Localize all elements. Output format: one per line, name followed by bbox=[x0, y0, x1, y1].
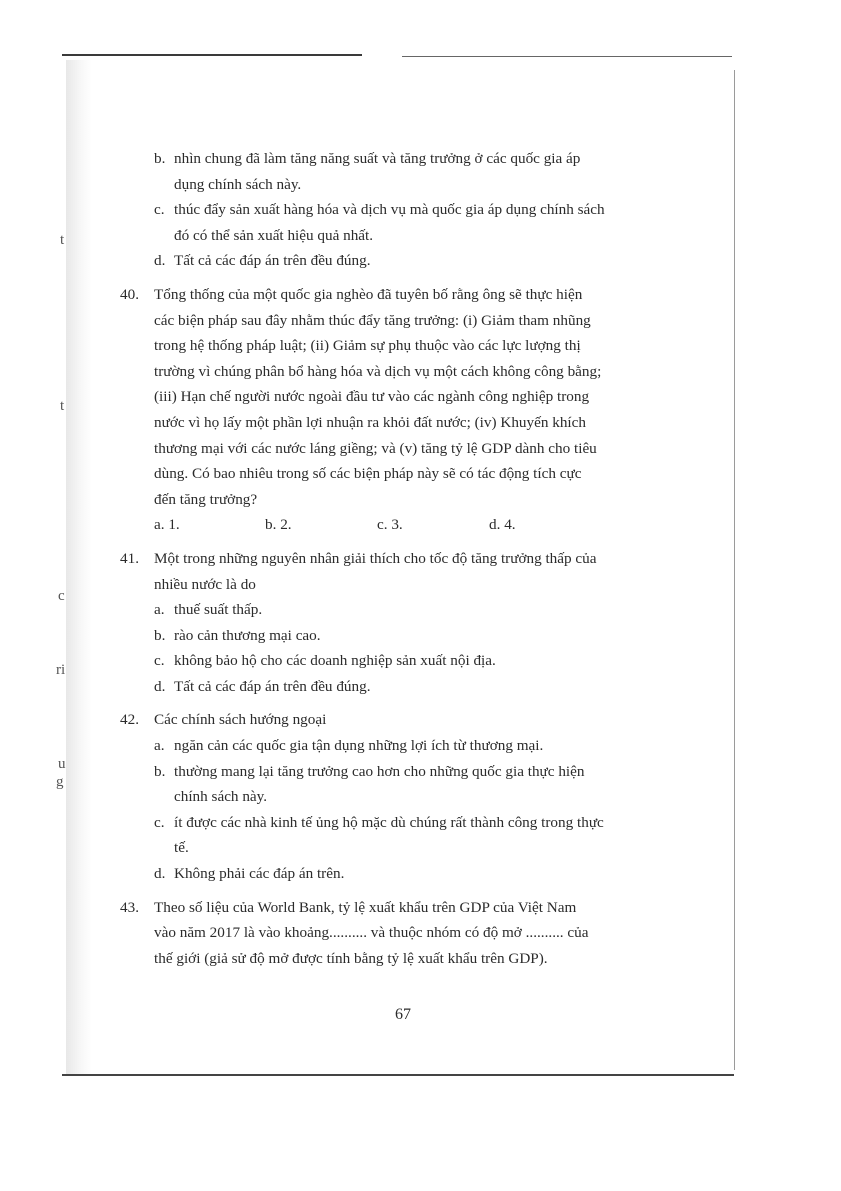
option-line bbox=[120, 759, 692, 785]
question-line bbox=[120, 546, 692, 572]
question-text: trường vì chúng phân bổ hàng hóa và dịch vụ một cách không công bằng; bbox=[154, 362, 602, 380]
margin-letter: t bbox=[60, 232, 65, 248]
option-text-cont: chính sách này. bbox=[174, 788, 268, 806]
question-text: thế giới (giả sử độ mở được tính bằng tỷ lệ xuất khẩu trên GDP). bbox=[154, 949, 548, 967]
question-text: thương mại với các nước láng giềng; và (v) tăng tỷ lệ GDP dành cho tiêu bbox=[154, 439, 597, 457]
option-line bbox=[120, 146, 692, 172]
question-text: Tổng thống của một quốc gia nghèo đã tuyên bố rằng ông sẽ thực hiện bbox=[154, 285, 583, 303]
question-text: đến tăng trưởng? bbox=[154, 490, 258, 508]
question-number: 41. bbox=[120, 549, 139, 567]
margin-letter: u bbox=[58, 756, 66, 772]
question-text: vào năm 2017 là vào khoảng.......... và thuộc nhóm có độ mở .......... của bbox=[154, 924, 589, 942]
question-text: trong hệ thống pháp luật; (ii) Giảm sự phụ thuộc vào các lực lượng thị bbox=[154, 337, 581, 355]
option-label: a. bbox=[154, 737, 165, 755]
option-text: thúc đẩy sản xuất hàng hóa và dịch vụ mà quốc gia áp dụng chính sách bbox=[174, 201, 605, 219]
option-text-cont: tế. bbox=[174, 839, 189, 857]
option-text-cont: đó có thể sản xuất hiệu quả nhất. bbox=[174, 226, 374, 244]
answer-row bbox=[120, 512, 692, 538]
question-40 bbox=[120, 282, 692, 538]
question-text: Một trong những nguyên nhân giải thích cho tốc độ tăng trưởng thấp của bbox=[154, 549, 597, 567]
question-text: Theo số liệu của World Bank, tỷ lệ xuất khẩu trên GDP của Việt Nam bbox=[154, 898, 577, 916]
margin-letters bbox=[56, 0, 76, 1191]
question-41 bbox=[120, 546, 692, 700]
question-line bbox=[120, 282, 692, 308]
option-text: nhìn chung đã làm tăng năng suất và tăng trưởng ở các quốc gia áp bbox=[174, 150, 581, 167]
question-42 bbox=[120, 707, 692, 886]
margin-letter: c bbox=[58, 588, 65, 604]
option-text-cont: dụng chính sách này. bbox=[174, 175, 302, 193]
option-line bbox=[120, 674, 692, 700]
bottom-rule bbox=[62, 1074, 734, 1076]
option-label: b. bbox=[154, 762, 166, 780]
answer-a: a. 1. bbox=[154, 516, 180, 534]
option-text: ngăn cản các quốc gia tận dụng những lợi ích từ thương mại. bbox=[174, 737, 544, 755]
margin-letter: g bbox=[56, 774, 64, 790]
option-line bbox=[120, 197, 692, 223]
option-label: d. bbox=[154, 252, 166, 270]
option-label: c. bbox=[154, 813, 165, 831]
margin-letter: t bbox=[60, 398, 65, 414]
option-text: ít được các nhà kinh tế ủng hộ mặc dù chúng rất thành công trong thực bbox=[174, 813, 604, 831]
question-line bbox=[120, 707, 692, 733]
page-content bbox=[120, 146, 692, 971]
question-text: các biện pháp sau đây nhằm thúc đẩy tăng trưởng: (i) Giảm tham nhũng bbox=[154, 311, 591, 329]
question-text: (iii) Hạn chế người nước ngoài đầu tư vào các ngành công nghiệp trong bbox=[154, 388, 590, 406]
top-rule-left bbox=[62, 54, 362, 56]
question-line bbox=[120, 895, 692, 921]
option-line bbox=[120, 623, 692, 649]
option-line bbox=[120, 597, 692, 623]
option-label: b. bbox=[154, 626, 166, 644]
prev-question-options bbox=[120, 146, 692, 274]
option-label: c. bbox=[154, 652, 165, 670]
option-label: d. bbox=[154, 865, 166, 883]
option-line bbox=[120, 810, 692, 836]
answer-b: b. 2. bbox=[265, 516, 292, 534]
answer-d: d. 4. bbox=[489, 516, 516, 534]
question-text: Các chính sách hướng ngoại bbox=[154, 711, 327, 729]
option-text: thuế suất thấp. bbox=[174, 601, 263, 619]
page-right-edge bbox=[734, 70, 735, 1070]
option-text: không bảo hộ cho các doanh nghiệp sản xuất nội địa. bbox=[174, 652, 496, 670]
option-label: b. bbox=[154, 150, 166, 167]
page-number: 67 bbox=[395, 1006, 411, 1023]
option-text: Tất cả các đáp án trên đều đúng. bbox=[174, 252, 371, 270]
option-text: Không phải các đáp án trên. bbox=[174, 865, 345, 883]
question-number: 43. bbox=[120, 898, 139, 916]
option-text: rào cản thương mại cao. bbox=[174, 626, 321, 644]
option-label: a. bbox=[154, 601, 165, 619]
question-text: nước vì họ lấy một phần lợi nhuận ra khỏi đất nước; (iv) Khuyến khích bbox=[154, 413, 586, 431]
option-label: d. bbox=[154, 677, 166, 695]
question-number: 40. bbox=[120, 285, 139, 303]
question-text: nhiều nước là do bbox=[154, 575, 256, 593]
question-number: 42. bbox=[120, 711, 139, 729]
option-line bbox=[120, 648, 692, 674]
option-line bbox=[120, 861, 692, 887]
answer-c: c. 3. bbox=[377, 516, 403, 534]
option-line bbox=[120, 733, 692, 759]
option-text: Tất cả các đáp án trên đều đúng. bbox=[174, 677, 371, 695]
option-line bbox=[120, 248, 692, 274]
question-43 bbox=[120, 895, 692, 972]
option-text: thường mang lại tăng trưởng cao hơn cho những quốc gia thực hiện bbox=[174, 762, 585, 780]
top-rule-right bbox=[402, 56, 732, 57]
question-text: dùng. Có bao nhiêu trong số các biện pháp này sẽ có tác động tích cực bbox=[154, 465, 582, 483]
option-label: c. bbox=[154, 201, 165, 219]
margin-letter: ri bbox=[56, 662, 66, 678]
